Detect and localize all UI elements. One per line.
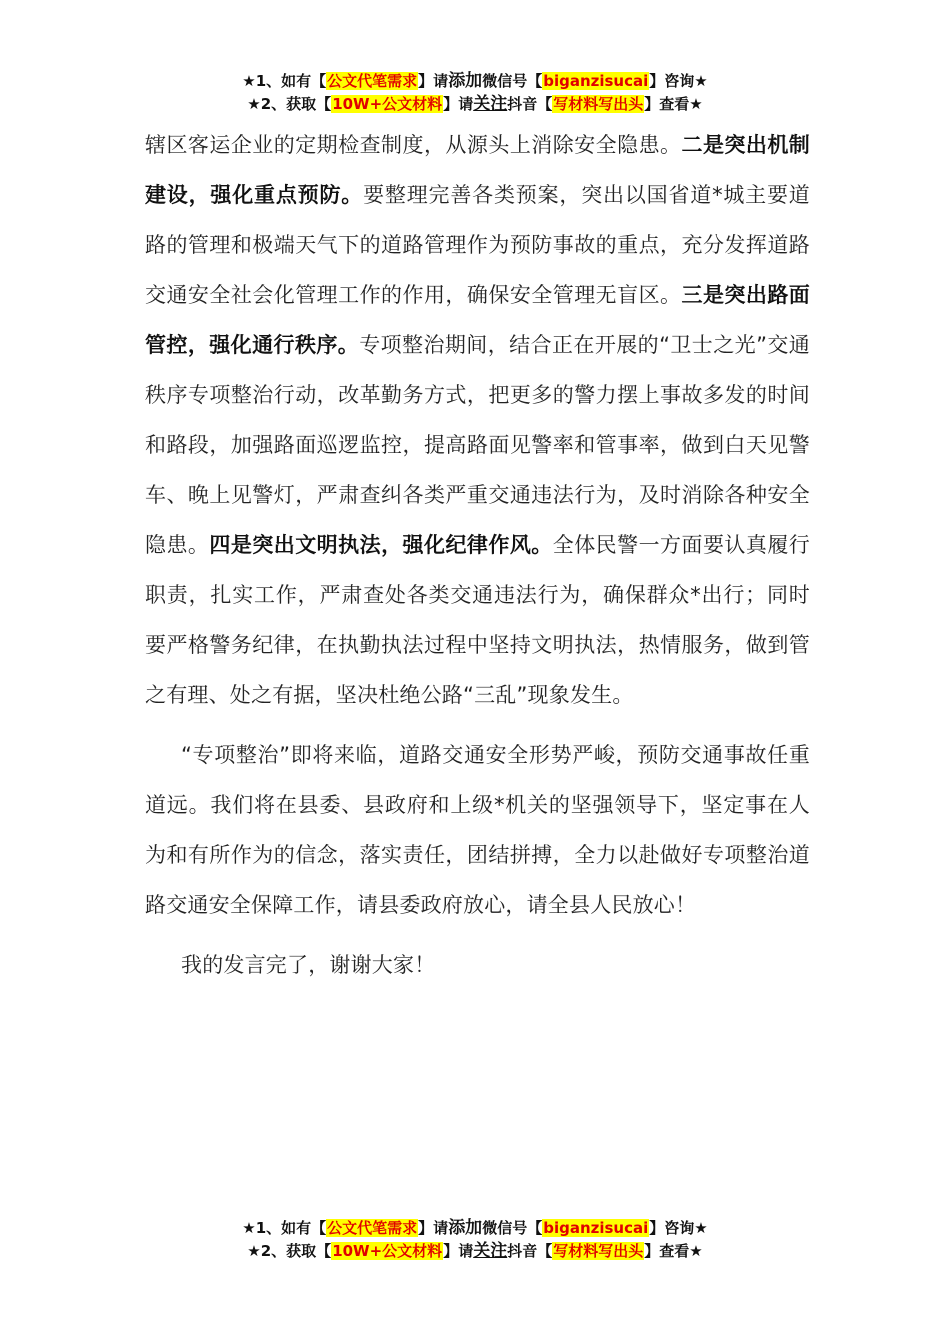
banner-line-2: ★2、获取【10W+公文材料】请关注抖音【写材料写出头】查看★	[247, 94, 703, 114]
highlight-service: 公文代笔需求	[327, 72, 418, 90]
heading-point-2: 二是突出机制建设，强化重点预防。	[145, 133, 810, 207]
highlight-materials: 10W+公文材料	[332, 1242, 443, 1260]
heading-point-3: 三是突出路面管控，强化通行秩序。	[145, 283, 810, 357]
banner-line-1: ★1、如有【公文代笔需求】请添加微信号【biganzisucai】咨询★	[242, 1218, 708, 1238]
paragraph-measures: 辖区客运企业的定期检查制度，从源头上消除安全隐患。二是突出机制建设，强化重点预防。要整理完善各类预案，突出以国省道*城主要道路的管理和极端天气下的道路管理作为预防事故的重点，充分发挥道路交通安全社会化管理工作的作用，确保安全管理无盲区。三是突出路面管控，强化通行秩序。专项整治期间，结合正在开展的“卫士之光”交通秩序专项整治行动，改革勤务方式，把更多的警力摆上事故多发的时间和路段，加强路面巡逻监控，提高路面见警率和管事率，做到白天见警车、晚上见警灯，严肃查纠各类严重交通违法行为，及时消除各种安全隐患。四是突出文明执法，强化纪律作风。全体民警一方面要认真履行职责，扎实工作，严肃查处各类交通违法行为，确保群众*出行；同时要严格警务纪律，在执勤执法过程中坚持文明执法，热情服务，做到管之有理、处之有据，坚决杜绝公路“三乱”现象发生。	[145, 133, 811, 707]
highlight-douyin-account: 写材料写出头	[553, 1242, 644, 1260]
header-banner	[0, 70, 950, 116]
banner-line-2: ★2、获取【10W+公文材料】请关注抖音【写材料写出头】查看★	[247, 1241, 703, 1261]
banner-line-1: ★1、如有【公文代笔需求】请添加微信号【biganzisucai】咨询★	[242, 71, 708, 91]
highlight-materials: 10W+公文材料	[332, 95, 443, 113]
highlight-wechat-id: biganzisucai	[543, 1219, 649, 1237]
highlight-service: 公文代笔需求	[327, 1219, 418, 1237]
paragraph-closing: 我的发言完了，谢谢大家！	[181, 953, 436, 977]
footer-banner	[0, 1217, 950, 1263]
highlight-wechat-id: biganzisucai	[543, 72, 649, 90]
highlight-douyin-account: 写材料写出头	[553, 95, 644, 113]
document-body	[145, 120, 810, 990]
heading-point-4: 四是突出文明执法，强化纪律作风。	[209, 533, 553, 557]
paragraph-commitment: “专项整治”即将来临，道路交通安全形势严峻，预防交通事故任重道远。我们将在县委、县政府和上级*机关的坚强领导下，坚定事在人为和有所作为的信念，落实责任，团结拼搏，全力以赴做好专项整治道路交通安全保障工作，请县委政府放心，请全县人民放心！	[145, 743, 810, 917]
